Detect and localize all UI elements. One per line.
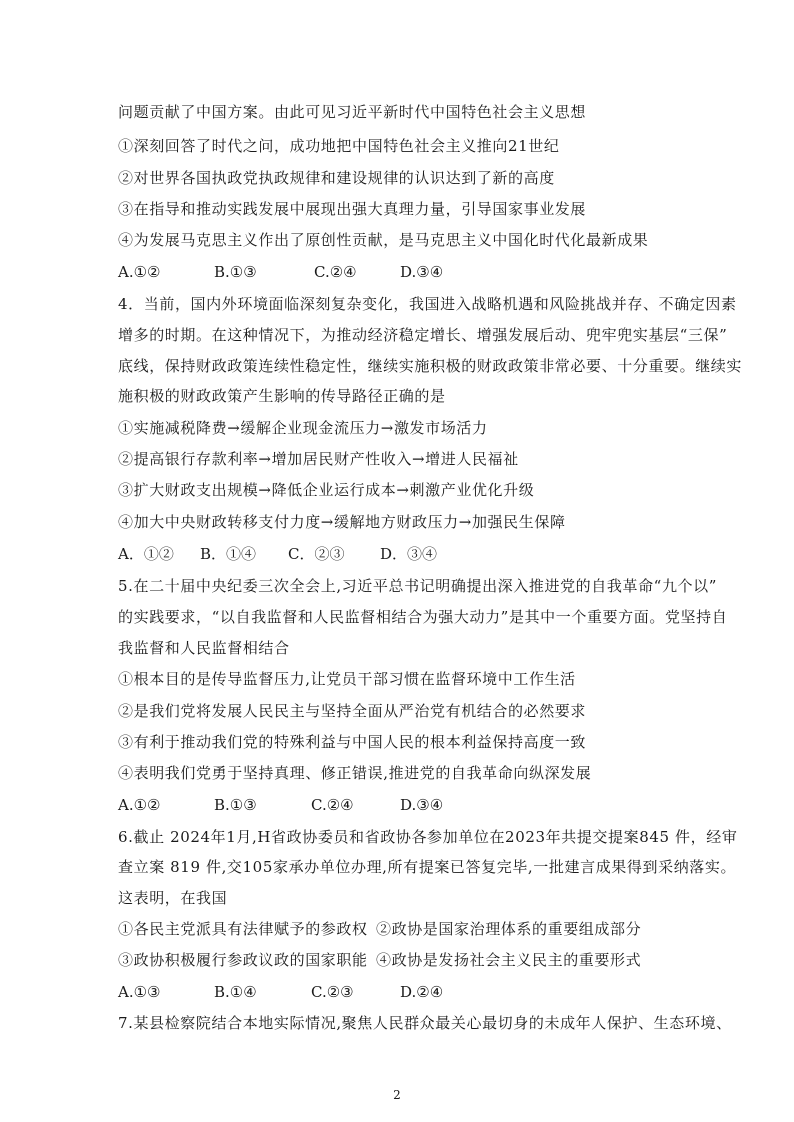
q4-option-2: ②提高银行存款利率→增加居民财产性收入→增进人民福祉 bbox=[118, 450, 519, 468]
q7-stem-line-1: 7.某县检察院结合本地实际情况,聚焦人民群众最关心最切身的未成年人保护、生态环境、 bbox=[118, 1014, 732, 1032]
q3-choice-d: D.③④ bbox=[400, 263, 444, 281]
q6-choice-d: D.②④ bbox=[400, 983, 444, 1001]
q5-option-3: ③有利于推动我们党的特殊利益与中国人民的根本利益保持高度一致 bbox=[118, 733, 587, 751]
q6-option-4: ④政协是发扬社会主义民主的重要形式 bbox=[376, 951, 642, 969]
q6-stem-line-3: 这表明，在我国 bbox=[118, 889, 228, 907]
q6-option-1: ①各民主党派具有法律赋予的参政权 bbox=[118, 920, 368, 938]
q3-option-4: ④为发展马克思主义作出了原创性贡献，是马克思主义中国化时代化最新成果 bbox=[118, 231, 649, 249]
q4-option-1: ①实施减税降费→缓解企业现金流压力→激发市场活力 bbox=[118, 419, 488, 437]
q5-stem-line-1: 5.在二十届中央纪委三次全会上,习近平总书记明确提出深入推进党的自我革命“九个以” bbox=[118, 577, 718, 595]
q5-option-2: ②是我们党将发展人民民主与坚持全面从严治党有机结合的必然要求 bbox=[118, 702, 587, 720]
q5-choice-a: A.①② bbox=[118, 796, 161, 814]
q6-stem-line-2: 查立案 819 件,交105家承办单位办理,所有提案已答复完毕,一批建言成果得到采纳落实。 bbox=[118, 858, 737, 876]
q4-option-3: ③扩大财政支出规模→降低企业运行成本→刺激产业优化升级 bbox=[118, 481, 535, 499]
q4-stem-line-4: 施积极的财政政策产生影响的传导路径正确的是 bbox=[118, 387, 446, 405]
q6-choice-c: C.②③ bbox=[311, 983, 354, 1001]
q6-stem-line-1: 6.截止 2024年1月,H省政协委员和省政协各参加单位在2023年共提交提案845 件，经审 bbox=[118, 828, 738, 846]
page-number: 2 bbox=[393, 1088, 401, 1102]
q5-choice-c: C.②④ bbox=[311, 796, 354, 814]
q3-option-1: ①深刻回答了时代之问，成功地把中国特色社会主义推向21世纪 bbox=[118, 137, 560, 155]
q4-stem-line-1: 4．当前，国内外环境面临深刻复杂变化，我国进入战略机遇和风险挑战并存、不确定因素 bbox=[118, 295, 737, 313]
q3-choice-a: A.①② bbox=[118, 263, 161, 281]
q5-option-1: ①根本目的是传导监督压力,让党员干部习惯在监督环境中工作生活 bbox=[118, 670, 576, 688]
q6-option-3: ③政协积极履行参政议政的国家职能 bbox=[118, 951, 368, 969]
q3-option-3: ③在指导和推动实践发展中展现出强大真理力量，引导国家事业发展 bbox=[118, 200, 587, 218]
q4-choice-a: A．①② bbox=[118, 545, 174, 563]
q5-option-4: ④表明我们党勇于坚持真理、修正错误,推进党的自我革命向纵深发展 bbox=[118, 764, 592, 782]
q4-option-4: ④加大中央财政转移支付力度→缓解地方财政压力→加强民生保障 bbox=[118, 513, 566, 531]
q4-choice-c: C．②③ bbox=[288, 545, 345, 563]
q4-choice-d: D．③④ bbox=[380, 545, 438, 563]
q3-choice-c: C.②④ bbox=[314, 263, 357, 281]
q6-choice-b: B.①④ bbox=[214, 983, 257, 1001]
q5-stem-line-2: 的实践要求，“以自我监督和人民监督相结合为强大动力”是其中一个重要方面。党坚持自 bbox=[118, 608, 728, 626]
q6-option-2: ②政协是国家治理体系的重要组成部分 bbox=[376, 920, 642, 938]
q5-choice-d: D.③④ bbox=[400, 796, 444, 814]
q3-option-2: ②对世界各国执政党执政规律和建设规律的认识达到了新的高度 bbox=[118, 169, 555, 187]
q5-stem-line-3: 我监督和人民监督相结合 bbox=[118, 639, 290, 657]
q3-choice-b: B.①③ bbox=[214, 263, 257, 281]
q5-choice-b: B.①③ bbox=[214, 796, 257, 814]
q4-choice-b: B．①④ bbox=[200, 545, 257, 563]
q3-stem-continuation: 问题贡献了中国方案。由此可见习近平新时代中国特色社会主义思想 bbox=[118, 103, 587, 121]
q6-choice-a: A.①③ bbox=[118, 983, 161, 1001]
q4-stem-line-3: 底线，保持财政政策连续性稳定性，继续实施积极的财政政策非常必要、十分重要。继续实 bbox=[118, 357, 743, 375]
q4-stem-line-2: 增多的时期。在这种情况下，为推动经济稳定增长、增强发展后动、兜牢兜实基层“三保” bbox=[118, 326, 728, 344]
